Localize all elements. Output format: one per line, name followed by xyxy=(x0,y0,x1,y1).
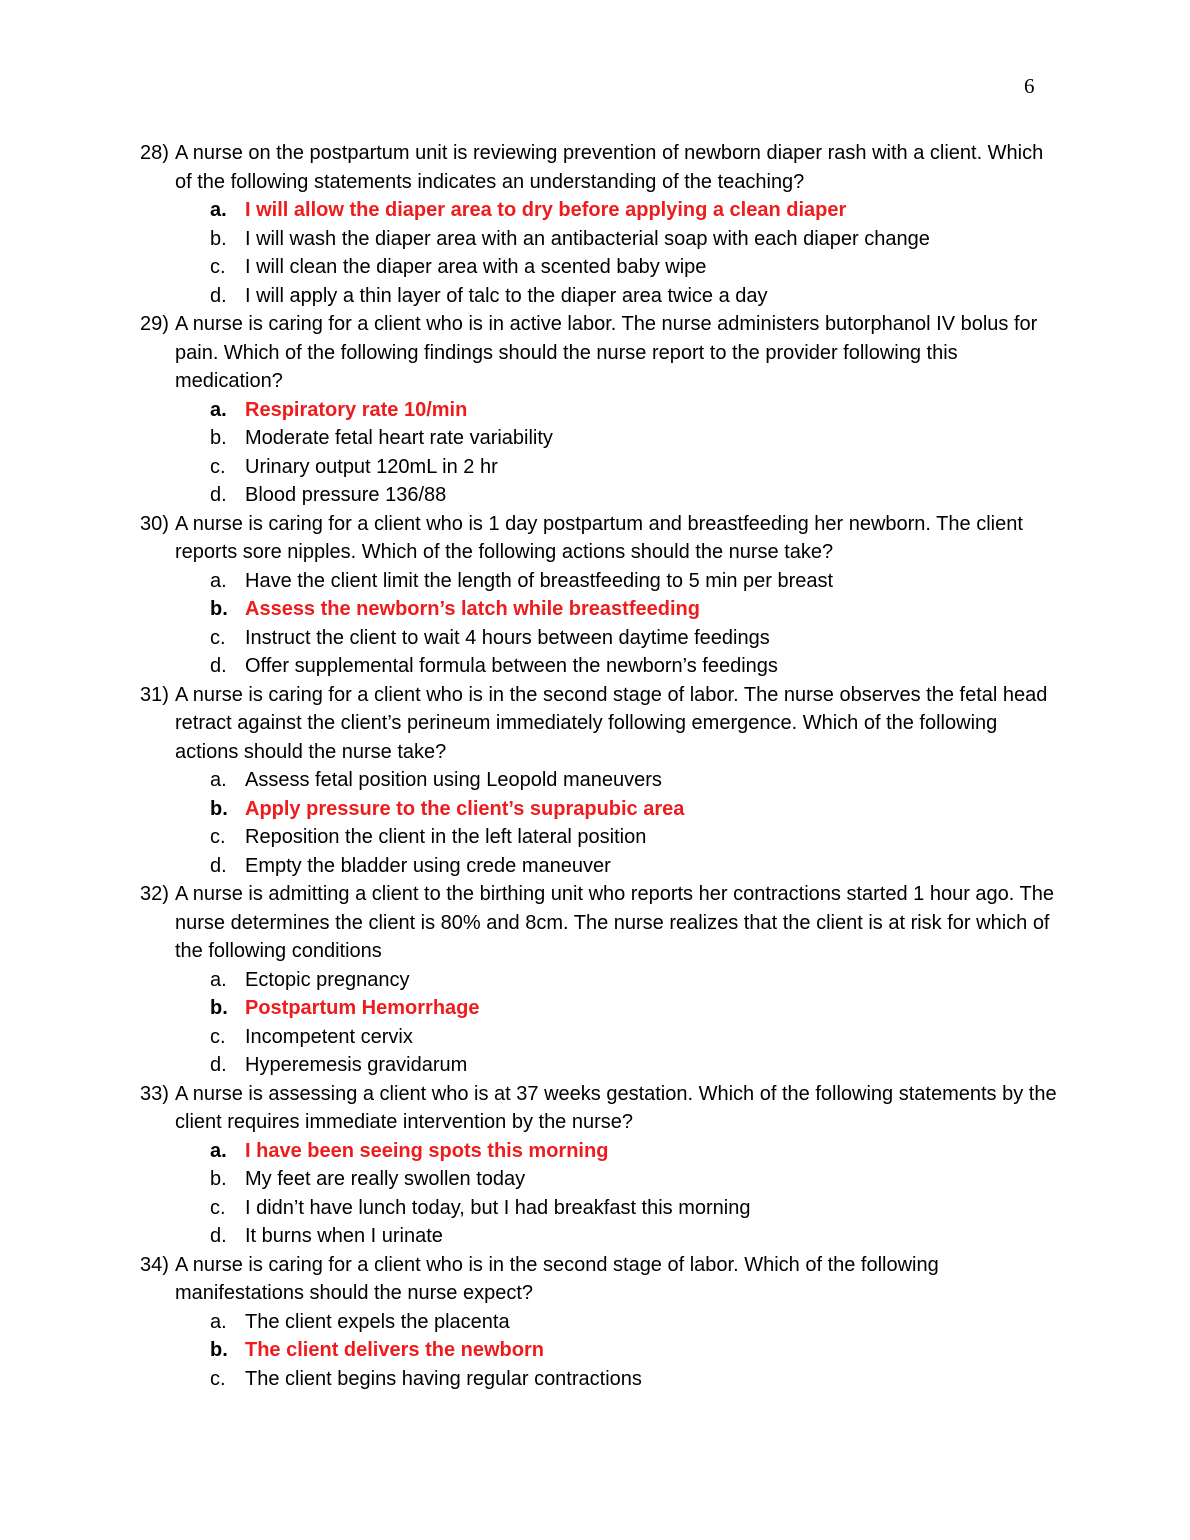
option-text: Empty the bladder using crede maneuver xyxy=(245,854,611,877)
option-letter: a. xyxy=(210,569,227,592)
question-text: A nurse is assessing a client who is at 37 weeks gestation. Which of the following statements by the client requires immediate intervention by the nurse? xyxy=(175,1082,1057,1133)
answer-options xyxy=(140,196,1065,310)
option-letter: a. xyxy=(210,1139,227,1162)
option-text: Respiratory rate 10/min xyxy=(245,398,468,421)
option-text: Assess the newborn’s latch while breastfeeding xyxy=(245,598,700,620)
answer-options xyxy=(140,1308,1065,1394)
question-item xyxy=(140,510,1065,681)
option-letter: b. xyxy=(210,997,228,1019)
option-letter: d. xyxy=(210,655,227,677)
option-letter: c. xyxy=(210,256,226,278)
option-text: My feet are really swollen today xyxy=(245,1168,526,1190)
answer-option xyxy=(140,852,1065,881)
answer-option xyxy=(140,225,1065,254)
option-letter: c. xyxy=(210,1196,226,1219)
option-letter: a. xyxy=(210,398,227,421)
question-stem xyxy=(140,510,1065,567)
correct-answer-option xyxy=(140,595,1065,624)
answer-options xyxy=(140,1137,1065,1251)
question-stem xyxy=(140,310,1065,396)
option-text: I will apply a thin layer of talc to the diaper area twice a day xyxy=(245,284,768,307)
question-item xyxy=(140,310,1065,510)
answer-option xyxy=(140,1165,1065,1194)
option-letter: b. xyxy=(210,1339,228,1361)
option-letter: d. xyxy=(210,854,227,877)
answer-options xyxy=(140,567,1065,681)
correct-answer-option xyxy=(140,994,1065,1023)
correct-answer-option xyxy=(140,795,1065,824)
option-text: Instruct the client to wait 4 hours between daytime feedings xyxy=(245,626,770,649)
question-number: 28) xyxy=(140,142,169,164)
answer-option xyxy=(140,424,1065,453)
option-letter: a. xyxy=(210,199,227,221)
question-text: A nurse on the postpartum unit is reviewing prevention of newborn diaper rash with a client. Which of the following statements indicates an understanding of the teaching? xyxy=(175,142,1044,193)
option-letter: a. xyxy=(210,769,227,791)
answer-option xyxy=(140,1365,1065,1394)
option-text: I will clean the diaper area with a scented baby wipe xyxy=(245,256,707,278)
correct-answer-option xyxy=(140,196,1065,225)
option-letter: d. xyxy=(210,484,227,506)
answer-option xyxy=(140,652,1065,681)
option-letter: b. xyxy=(210,797,228,820)
option-letter: c. xyxy=(210,1367,226,1390)
question-item xyxy=(140,1251,1065,1394)
option-letter: c. xyxy=(210,626,226,649)
question-text: A nurse is caring for a client who is 1 day postpartum and breastfeeding her newborn. The client reports sore nipples. Which of the following actions should the nurse take? xyxy=(175,512,1023,563)
question-stem xyxy=(140,880,1065,966)
option-text: Apply pressure to the client’s suprapubic area xyxy=(245,797,685,820)
option-text: Assess fetal position using Leopold maneuvers xyxy=(245,769,662,791)
option-letter: b. xyxy=(210,427,227,449)
option-letter: d. xyxy=(210,1054,227,1076)
question-number: 32) xyxy=(140,883,169,905)
answer-option xyxy=(140,823,1065,852)
option-text: I will allow the diaper area to dry before applying a clean diaper xyxy=(245,199,847,221)
answer-options xyxy=(140,396,1065,510)
option-letter: b. xyxy=(210,598,228,620)
question-item xyxy=(140,681,1065,881)
correct-answer-option xyxy=(140,1336,1065,1365)
option-text: Postpartum Hemorrhage xyxy=(245,997,480,1019)
answer-option xyxy=(140,567,1065,596)
option-letter: a. xyxy=(210,968,227,991)
correct-answer-option xyxy=(140,1137,1065,1166)
answer-option xyxy=(140,453,1065,482)
option-text: Ectopic pregnancy xyxy=(245,968,410,991)
answer-option xyxy=(140,481,1065,510)
option-text: Moderate fetal heart rate variability xyxy=(245,427,553,449)
option-text: Urinary output 120mL in 2 hr xyxy=(245,455,498,478)
option-text: Incompetent cervix xyxy=(245,1025,413,1048)
question-number: 29) xyxy=(140,313,169,335)
answer-option xyxy=(140,253,1065,282)
option-letter: c. xyxy=(210,1025,226,1048)
answer-option xyxy=(140,1194,1065,1223)
option-letter: c. xyxy=(210,826,226,848)
answer-options xyxy=(140,966,1065,1080)
question-stem xyxy=(140,1080,1065,1137)
question-text: A nurse is admitting a client to the birthing unit who reports her contractions started 1 hour ago. The nurse determines the client is 80% and 8cm. The nurse realizes that the client is at risk for which of the following conditions xyxy=(175,883,1055,962)
question-number: 33) xyxy=(140,1082,169,1105)
question-text: A nurse is caring for a client who is in the second stage of labor. The nurse observes the fetal head retract against the client’s perineum immediately following emergence. Which of the following actions should the nurse take? xyxy=(175,683,1048,763)
option-text: The client delivers the newborn xyxy=(245,1339,544,1361)
option-letter: c. xyxy=(210,455,226,478)
option-text: It burns when I urinate xyxy=(245,1225,443,1247)
answer-option xyxy=(140,282,1065,311)
question-stem xyxy=(140,681,1065,767)
option-text: Blood pressure 136/88 xyxy=(245,484,447,506)
answer-option xyxy=(140,1051,1065,1080)
answer-option xyxy=(140,624,1065,653)
option-text: I will wash the diaper area with an antibacterial soap with each diaper change xyxy=(245,227,930,250)
question-item xyxy=(140,880,1065,1080)
question-stem xyxy=(140,139,1065,196)
answer-option xyxy=(140,1023,1065,1052)
question-item xyxy=(140,1080,1065,1251)
option-letter: b. xyxy=(210,1168,227,1190)
option-letter: b. xyxy=(210,227,227,250)
question-text: A nurse is caring for a client who is in the second stage of labor. Which of the following manifestations should the nurse expect? xyxy=(175,1253,939,1304)
question-stem xyxy=(140,1251,1065,1308)
question-number: 34) xyxy=(140,1253,169,1276)
question-number: 30) xyxy=(140,512,169,535)
option-text: The client expels the placenta xyxy=(245,1310,510,1333)
answer-option xyxy=(140,966,1065,995)
option-text: I have been seeing spots this morning xyxy=(245,1139,609,1162)
option-text: Reposition the client in the left lateral position xyxy=(245,826,647,848)
question-number: 31) xyxy=(140,683,169,706)
question-text: A nurse is caring for a client who is in active labor. The nurse administers butorphanol IV bolus for pain. Which of the following findings should the nurse report to the provider following this medication? xyxy=(175,313,1038,392)
option-text: I didn’t have lunch today, but I had breakfast this morning xyxy=(245,1196,751,1219)
option-letter: d. xyxy=(210,1225,227,1247)
answer-option xyxy=(140,766,1065,795)
option-letter: d. xyxy=(210,284,227,307)
page-number: 6 xyxy=(1024,74,1035,98)
answer-options xyxy=(140,766,1065,880)
option-text: Offer supplemental formula between the newborn’s feedings xyxy=(245,655,778,677)
answer-option xyxy=(140,1222,1065,1251)
option-text: The client begins having regular contractions xyxy=(245,1367,642,1390)
option-letter: a. xyxy=(210,1310,227,1333)
question-list xyxy=(140,139,1065,1393)
option-text: Hyperemesis gravidarum xyxy=(245,1054,468,1076)
option-text: Have the client limit the length of breastfeeding to 5 min per breast xyxy=(245,569,834,592)
answer-option xyxy=(140,1308,1065,1337)
question-item xyxy=(140,139,1065,310)
correct-answer-option xyxy=(140,396,1065,425)
